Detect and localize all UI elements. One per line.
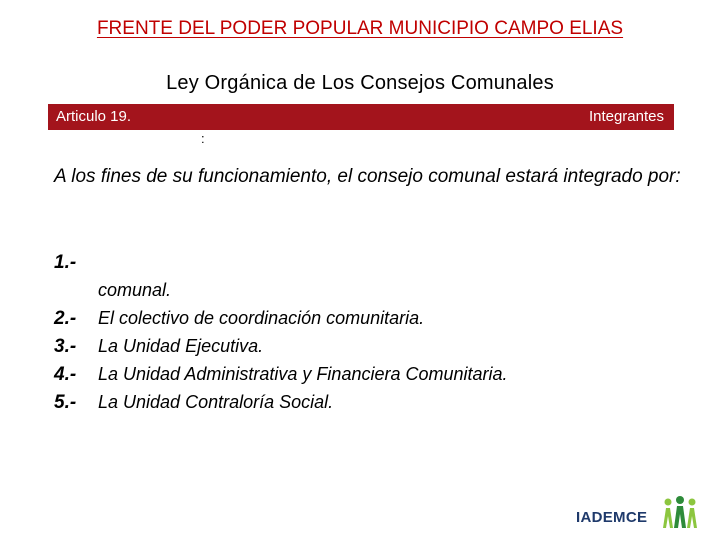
list-item-number: 5.- [54, 392, 77, 413]
article-bar [48, 104, 674, 130]
article-colon: : [201, 131, 205, 146]
list-item [54, 392, 694, 420]
list-item-text: La Unidad Ejecutiva. [98, 336, 264, 356]
article-topic: Integrantes [588, 108, 664, 125]
list-item-text: La Unidad Contraloría Social. [98, 392, 334, 412]
list-item-text: El colectivo de coordinación comunitaria. [98, 308, 425, 328]
page-header-title: FRENTE DEL PODER POPULAR MUNICIPIO CAMPO ELIAS [96, 18, 624, 39]
law-title: Ley Orgánica de Los Consejos Comunales [166, 72, 554, 94]
members-list [54, 252, 694, 420]
people-group-icon [660, 496, 700, 530]
list-item-number: 2.- [54, 308, 77, 329]
list-item-text: comunal. [98, 280, 172, 300]
logo-text: IADEMCE [576, 509, 648, 526]
list-item [54, 280, 694, 308]
iademce-logo [576, 496, 706, 532]
article-number: Articulo 19. [56, 108, 132, 125]
list-item-text: La Unidad Administrativa y Financiera Comunitaria. [98, 364, 508, 384]
intro-paragraph: A los fines de su funcionamiento, el consejo comunal estará integrado por: [54, 166, 681, 187]
list-item-number: 1.- [54, 252, 77, 273]
list-item [54, 364, 694, 392]
list-item [54, 336, 694, 364]
list-item [54, 308, 694, 336]
list-item [54, 252, 694, 280]
list-item-number: 4.- [54, 364, 77, 385]
list-item-number: 3.- [54, 336, 77, 357]
